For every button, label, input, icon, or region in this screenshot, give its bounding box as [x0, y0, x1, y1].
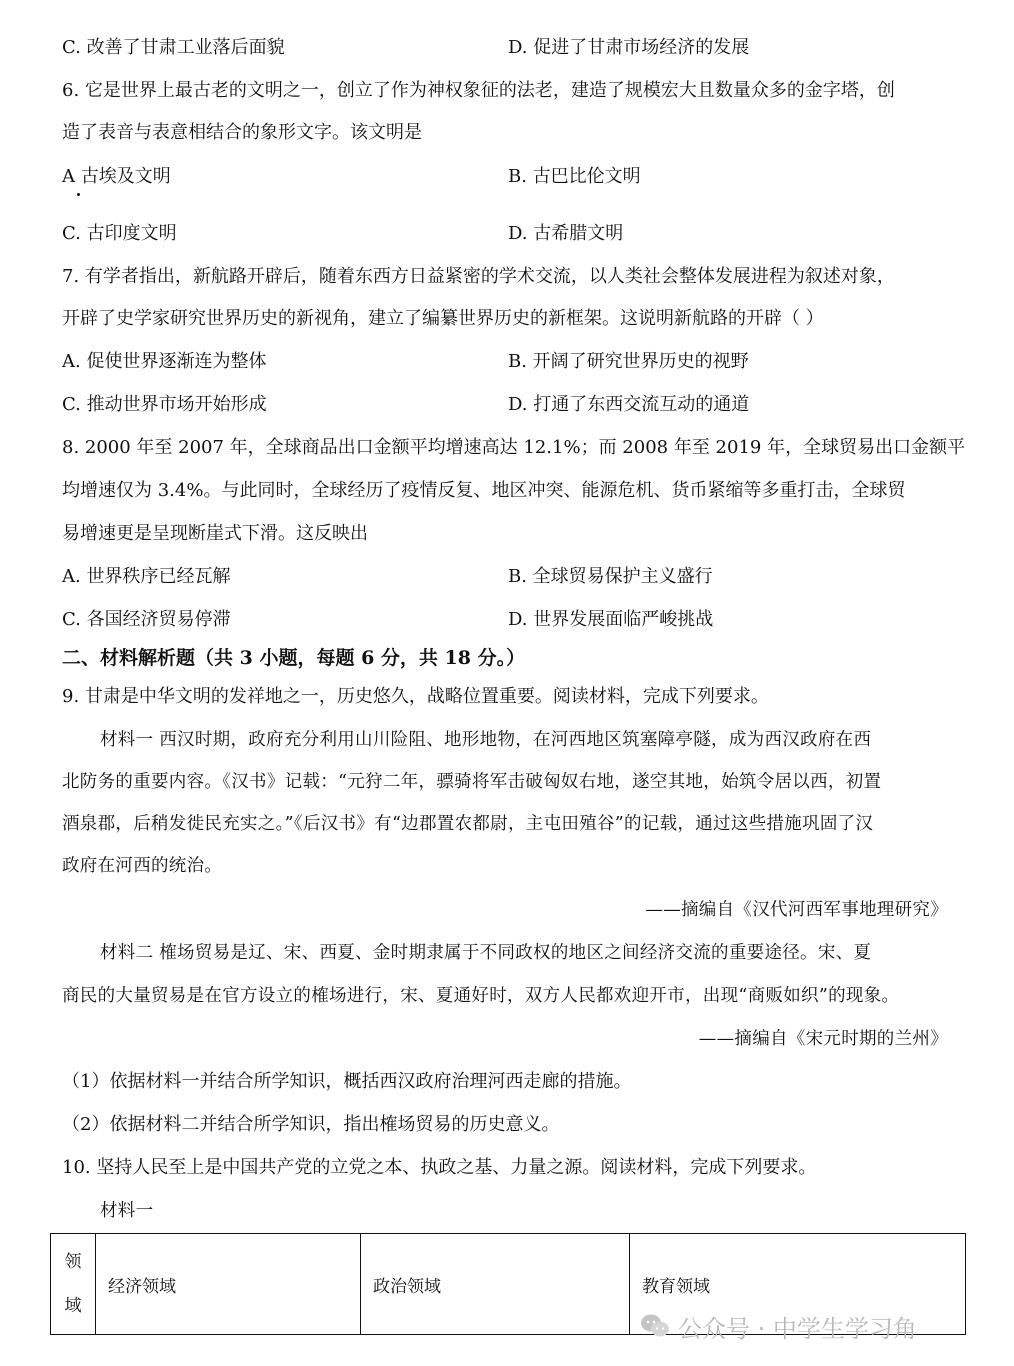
table-cell-domain-char2: 域 — [64, 1296, 82, 1316]
q7-stem-line2: 开辟了史学家研究世界历史的新视角，建立了编纂世界历史的新框架。这说明新航路的开辟（ ） — [62, 308, 824, 329]
q9-stem: 9. 甘肃是中华文明的发祥地之一，历史悠久，战略位置重要。阅读材料，完成下列要求。 — [62, 686, 769, 707]
q8-option-c: C. 各国经济贸易停滞 — [62, 609, 231, 630]
table-cell-economy: 经济领域 — [96, 1234, 361, 1335]
q9-material2-line2: 商民的大量贸易是在官方设立的榷场进行，宋、夏通好时，双方人民都欢迎开市，出现“商贩如织”的现象。 — [62, 986, 900, 1006]
q9-material1-line1: 材料一 西汉时期，政府充分利用山川险阻、地形地物，在河西地区筑塞障亭隧，成为西汉政府在西 — [100, 730, 872, 750]
q10-material-label: 材料一 — [100, 1201, 154, 1221]
q7-stem-line1: 7. 有学者指出，新航路开辟后，随着东西方日益紧密的学术交流，以人类社会整体发展进程为叙述对象， — [62, 266, 895, 287]
q8-stem-line3: 易增速更是呈现断崖式下滑。这反映出 — [62, 523, 368, 544]
q8-stem-line1: 8. 2000 年至 2007 年，全球商品出口金额平均增速高达 12.1%；而 2008 年至 2019 年，全球贸易出口金额平 — [62, 437, 966, 458]
q9-material1-source: ——摘编自《汉代河西军事地理研究》 — [645, 900, 948, 920]
q6-option-c: C. 古印度文明 — [62, 223, 177, 244]
q7-option-d: D. 打通了东西交流互动的通道 — [508, 394, 750, 415]
q8-stem-line2: 均增速仅为 3.4%。与此同时，全球经历了疫情反复、地区冲突、能源危机、货币紧缩等多重打击，全球贸 — [62, 480, 906, 501]
stray-dot — [77, 193, 80, 196]
q6-option-d: D. 古希腊文明 — [508, 223, 624, 244]
section-heading: 二、材料解析题（共 3 小题，每题 6 分，共 18 分。） — [62, 647, 526, 669]
watermark-text: 公众号 · 中学生学习角 — [678, 1314, 917, 1343]
table-cell-domain-char1: 领 — [64, 1252, 82, 1272]
q7-option-a: A. 促使世界逐渐连为整体 — [62, 351, 267, 372]
q9-material2-source: ——摘编自《宋元时期的兰州》 — [698, 1029, 948, 1049]
q9-material2-line1: 材料二 榷场贸易是辽、宋、西夏、金时期隶属于不同政权的地区之间经济交流的重要途径。宋、夏 — [100, 943, 872, 963]
q7-option-c: C. 推动世界市场开始形成 — [62, 394, 267, 415]
wechat-icon — [640, 1313, 670, 1339]
q8-option-a: A. 世界秩序已经瓦解 — [62, 566, 231, 587]
q9-subquestion-2: （2）依据材料二并结合所学知识，指出榷场贸易的历史意义。 — [62, 1114, 560, 1135]
q6-stem-line1: 6. 它是世界上最古老的文明之一，创立了作为神权象征的法老，建造了规模宏大且数量众多的金字塔，创 — [62, 80, 895, 101]
q5-option-c: C. 改善了甘肃工业落后面貌 — [62, 37, 285, 58]
q9-material1-line3: 酒泉郡，后稍发徙民充实之。”《后汉书》有“边郡置农都尉，主屯田殖谷”的记载，通过这些措施巩固了汉 — [62, 814, 874, 834]
table-cell-domain — [51, 1234, 96, 1335]
q9-material1-line2: 北防务的重要内容。《汉书》记载：“元狩二年，骠骑将军击破匈奴右地，遂空其地，始筑令居以西，初置 — [62, 772, 882, 792]
q6-option-b: B. 古巴比伦文明 — [508, 166, 641, 187]
watermark — [640, 1306, 917, 1346]
table-cell-education: 教育领域 — [630, 1234, 966, 1335]
q7-option-b: B. 开阔了研究世界历史的视野 — [508, 351, 749, 372]
q10-stem: 10. 坚持人民至上是中国共产党的立党之本、执政之基、力量之源。阅读材料，完成下列要求。 — [62, 1157, 817, 1178]
q6-stem-line2: 造了表音与表意相结合的象形文字。该文明是 — [62, 122, 422, 143]
q6-option-a: A 古埃及文明 — [62, 166, 171, 187]
q5-option-d: D. 促进了甘肃市场经济的发展 — [508, 37, 750, 58]
q9-material1-line4: 政府在河西的统治。 — [62, 856, 223, 876]
q9-subquestion-1: （1）依据材料一并结合所学知识，概括西汉政府治理河西走廊的措施。 — [62, 1071, 632, 1092]
q8-option-b: B. 全球贸易保护主义盛行 — [508, 566, 713, 587]
table-cell-politics: 政治领域 — [361, 1234, 630, 1335]
q8-option-d: D. 世界发展面临严峻挑战 — [508, 609, 714, 630]
